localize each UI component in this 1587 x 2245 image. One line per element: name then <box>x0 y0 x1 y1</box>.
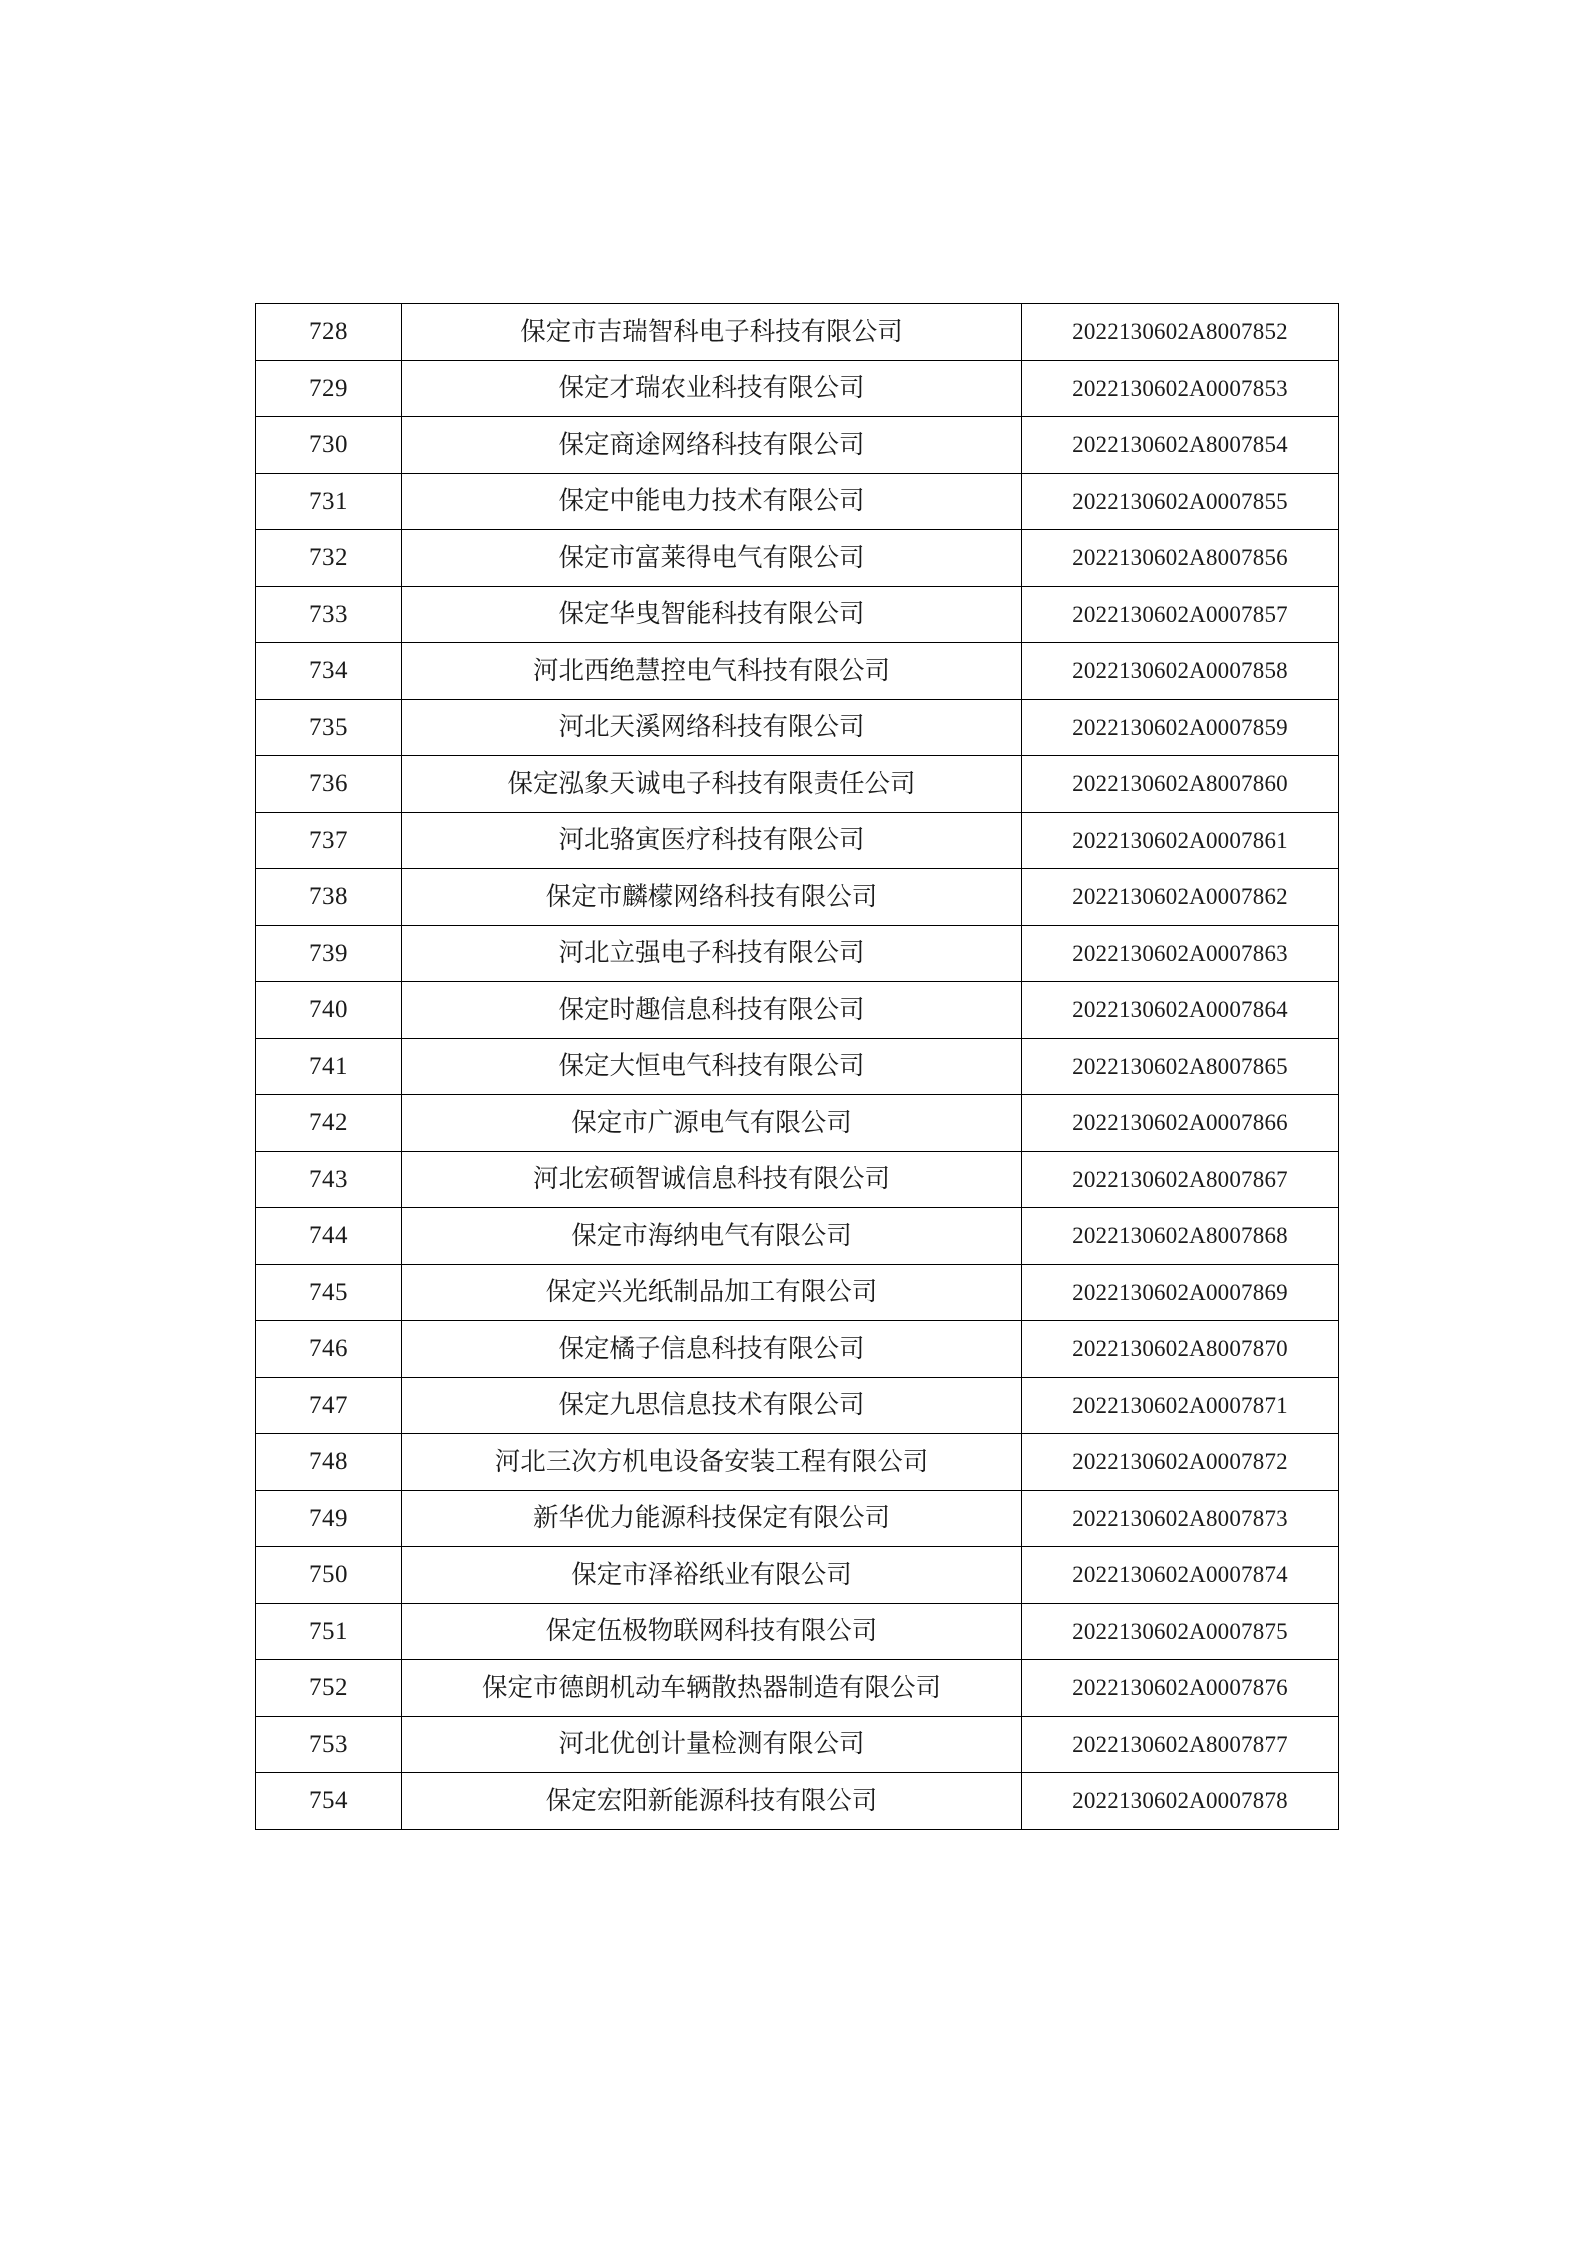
registration-code-cell: 2022130602A0007861 <box>1022 812 1339 869</box>
table-row <box>256 1490 1339 1547</box>
row-index-cell: 750 <box>256 1547 402 1604</box>
company-name-cell: 河北天溪网络科技有限公司 <box>402 699 1022 756</box>
table-row <box>256 1773 1339 1830</box>
row-index-cell: 738 <box>256 869 402 926</box>
table-row <box>256 756 1339 813</box>
registration-code-cell: 2022130602A0007858 <box>1022 643 1339 700</box>
table-row <box>256 699 1339 756</box>
company-name-cell: 河北骆寅医疗科技有限公司 <box>402 812 1022 869</box>
registration-code-cell: 2022130602A0007855 <box>1022 473 1339 530</box>
table-row <box>256 812 1339 869</box>
row-index-cell: 745 <box>256 1264 402 1321</box>
registration-code-cell: 2022130602A8007854 <box>1022 417 1339 474</box>
table-row <box>256 1208 1339 1265</box>
row-index-cell: 744 <box>256 1208 402 1265</box>
row-index-cell: 730 <box>256 417 402 474</box>
table-row <box>256 1603 1339 1660</box>
company-name-cell: 保定市泽裕纸业有限公司 <box>402 1547 1022 1604</box>
registry-table <box>255 303 1339 1830</box>
company-name-cell: 保定华曳智能科技有限公司 <box>402 586 1022 643</box>
table-row <box>256 643 1339 700</box>
row-index-cell: 749 <box>256 1490 402 1547</box>
table-row <box>256 869 1339 926</box>
row-index-cell: 732 <box>256 530 402 587</box>
registration-code-cell: 2022130602A8007852 <box>1022 304 1339 361</box>
registration-code-cell: 2022130602A8007877 <box>1022 1716 1339 1773</box>
row-index-cell: 743 <box>256 1151 402 1208</box>
table-row <box>256 1377 1339 1434</box>
company-name-cell: 保定时趣信息科技有限公司 <box>402 982 1022 1039</box>
row-index-cell: 734 <box>256 643 402 700</box>
table-row <box>256 1547 1339 1604</box>
company-name-cell: 保定市麟檬网络科技有限公司 <box>402 869 1022 926</box>
registration-code-cell: 2022130602A8007860 <box>1022 756 1339 813</box>
registration-code-cell: 2022130602A0007859 <box>1022 699 1339 756</box>
company-name-cell: 保定橘子信息科技有限公司 <box>402 1321 1022 1378</box>
registration-code-cell: 2022130602A0007869 <box>1022 1264 1339 1321</box>
table-row <box>256 360 1339 417</box>
company-name-cell: 保定泓象天诚电子科技有限责任公司 <box>402 756 1022 813</box>
table-row <box>256 304 1339 361</box>
company-name-cell: 新华优力能源科技保定有限公司 <box>402 1490 1022 1547</box>
registration-code-cell: 2022130602A0007878 <box>1022 1773 1339 1830</box>
company-name-cell: 河北立强电子科技有限公司 <box>402 925 1022 982</box>
row-index-cell: 736 <box>256 756 402 813</box>
table-row <box>256 1151 1339 1208</box>
registration-code-cell: 2022130602A0007874 <box>1022 1547 1339 1604</box>
table-row <box>256 473 1339 530</box>
row-index-cell: 729 <box>256 360 402 417</box>
company-name-cell: 河北三次方机电设备安装工程有限公司 <box>402 1434 1022 1491</box>
row-index-cell: 739 <box>256 925 402 982</box>
row-index-cell: 737 <box>256 812 402 869</box>
company-name-cell: 保定九思信息技术有限公司 <box>402 1377 1022 1434</box>
row-index-cell: 742 <box>256 1095 402 1152</box>
registry-table-container <box>255 303 1311 1830</box>
company-name-cell: 保定市广源电气有限公司 <box>402 1095 1022 1152</box>
table-row <box>256 1434 1339 1491</box>
table-row <box>256 1660 1339 1717</box>
registration-code-cell: 2022130602A8007867 <box>1022 1151 1339 1208</box>
registration-code-cell: 2022130602A0007876 <box>1022 1660 1339 1717</box>
row-index-cell: 740 <box>256 982 402 1039</box>
registration-code-cell: 2022130602A0007862 <box>1022 869 1339 926</box>
table-row <box>256 586 1339 643</box>
company-name-cell: 保定大恒电气科技有限公司 <box>402 1038 1022 1095</box>
company-name-cell: 保定才瑞农业科技有限公司 <box>402 360 1022 417</box>
table-row <box>256 1716 1339 1773</box>
table-row <box>256 925 1339 982</box>
registration-code-cell: 2022130602A8007873 <box>1022 1490 1339 1547</box>
company-name-cell: 河北西绝慧控电气科技有限公司 <box>402 643 1022 700</box>
company-name-cell: 保定兴光纸制品加工有限公司 <box>402 1264 1022 1321</box>
company-name-cell: 河北优创计量检测有限公司 <box>402 1716 1022 1773</box>
table-row <box>256 982 1339 1039</box>
registration-code-cell: 2022130602A8007865 <box>1022 1038 1339 1095</box>
table-row <box>256 1095 1339 1152</box>
company-name-cell: 保定市德朗机动车辆散热器制造有限公司 <box>402 1660 1022 1717</box>
row-index-cell: 754 <box>256 1773 402 1830</box>
company-name-cell: 河北宏硕智诚信息科技有限公司 <box>402 1151 1022 1208</box>
row-index-cell: 752 <box>256 1660 402 1717</box>
registration-code-cell: 2022130602A0007853 <box>1022 360 1339 417</box>
row-index-cell: 735 <box>256 699 402 756</box>
row-index-cell: 728 <box>256 304 402 361</box>
registration-code-cell: 2022130602A0007864 <box>1022 982 1339 1039</box>
company-name-cell: 保定商途网络科技有限公司 <box>402 417 1022 474</box>
registration-code-cell: 2022130602A0007871 <box>1022 1377 1339 1434</box>
company-name-cell: 保定宏阳新能源科技有限公司 <box>402 1773 1022 1830</box>
row-index-cell: 741 <box>256 1038 402 1095</box>
table-row <box>256 1264 1339 1321</box>
row-index-cell: 746 <box>256 1321 402 1378</box>
registration-code-cell: 2022130602A8007856 <box>1022 530 1339 587</box>
table-row <box>256 1321 1339 1378</box>
row-index-cell: 747 <box>256 1377 402 1434</box>
company-name-cell: 保定伍极物联网科技有限公司 <box>402 1603 1022 1660</box>
registration-code-cell: 2022130602A8007870 <box>1022 1321 1339 1378</box>
row-index-cell: 748 <box>256 1434 402 1491</box>
registration-code-cell: 2022130602A0007872 <box>1022 1434 1339 1491</box>
registration-code-cell: 2022130602A0007863 <box>1022 925 1339 982</box>
registration-code-cell: 2022130602A0007866 <box>1022 1095 1339 1152</box>
table-row <box>256 1038 1339 1095</box>
company-name-cell: 保定市吉瑞智科电子科技有限公司 <box>402 304 1022 361</box>
table-row <box>256 530 1339 587</box>
registry-table-body <box>256 304 1339 1830</box>
company-name-cell: 保定市富莱得电气有限公司 <box>402 530 1022 587</box>
company-name-cell: 保定市海纳电气有限公司 <box>402 1208 1022 1265</box>
company-name-cell: 保定中能电力技术有限公司 <box>402 473 1022 530</box>
table-row <box>256 417 1339 474</box>
row-index-cell: 733 <box>256 586 402 643</box>
registration-code-cell: 2022130602A8007868 <box>1022 1208 1339 1265</box>
row-index-cell: 751 <box>256 1603 402 1660</box>
row-index-cell: 731 <box>256 473 402 530</box>
row-index-cell: 753 <box>256 1716 402 1773</box>
registration-code-cell: 2022130602A0007875 <box>1022 1603 1339 1660</box>
registration-code-cell: 2022130602A0007857 <box>1022 586 1339 643</box>
